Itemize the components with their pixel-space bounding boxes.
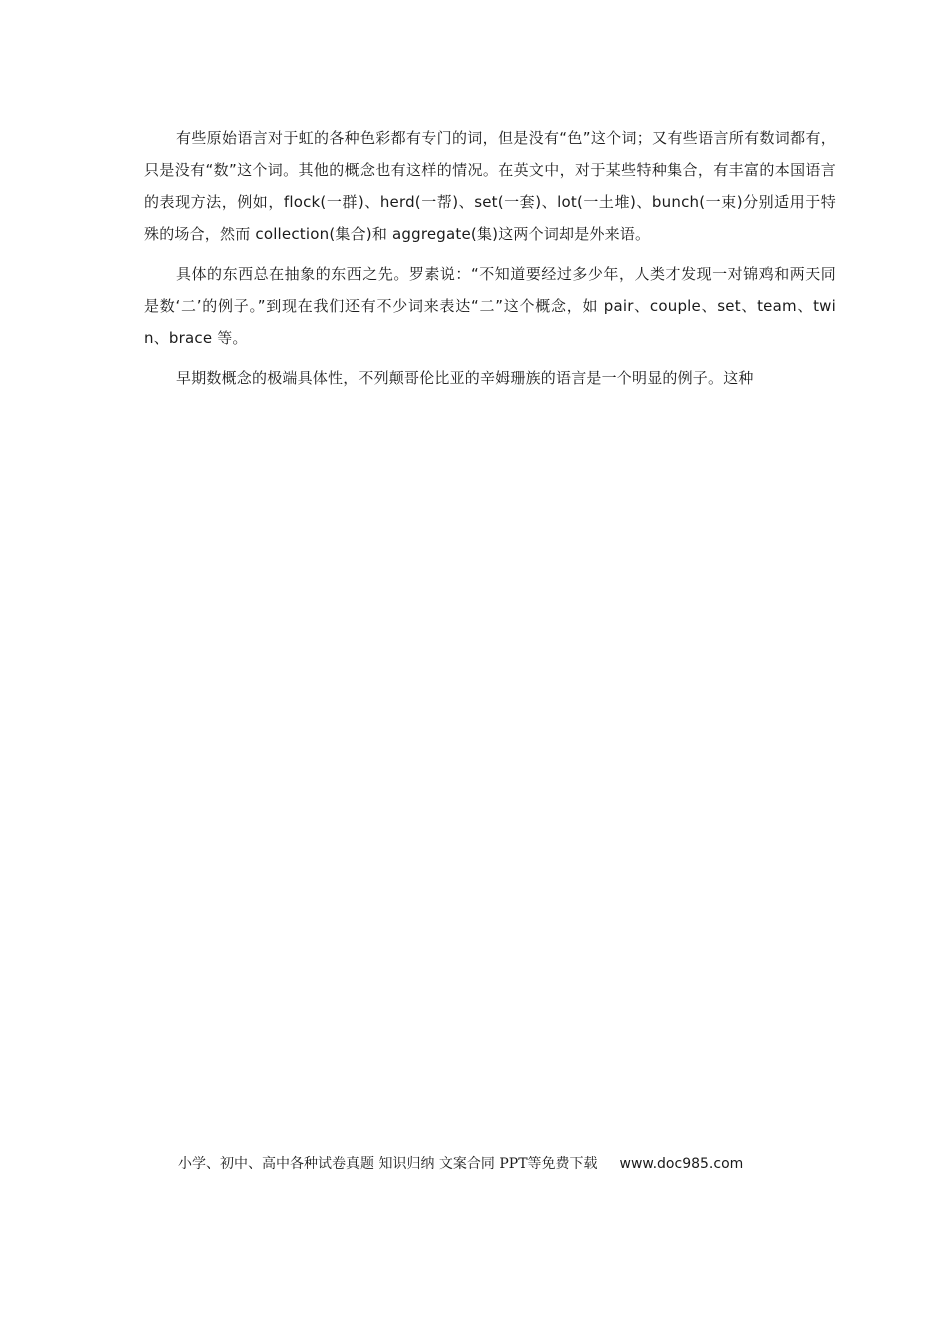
paragraph: 具体的东西总在抽象的东西之先。罗素说：“不知道要经过多少年，人类才发现一对锦鸡和两天同是数‘二’的例子。”到现在我们还有不少词来表达“二”这个概念，如 pair、couple、set、team、twin、brace 等。 (144, 265, 836, 347)
paragraph: 早期数概念的极端具体性，不列颠哥伦比亚的辛姆珊族的语言是一个明显的例子。这种 (176, 369, 754, 387)
footer-link[interactable]: www.doc985.com (619, 1156, 744, 1172)
page-footer (178, 1152, 818, 1176)
paragraph: 有些原始语言对于虹的各种色彩都有专门的词，但是没有“色”这个词；又有些语言所有数词都有，只是没有“数”这个词。其他的概念也有这样的情况。在英文中，对于某些特种集合，有丰富的本国语言的表现方法，例如，flock(一群)、herd(一帮)、set(一套)、lot(一土堆)、bunch(一束)分别适用于特殊的场合，然而 collection(集合)和 aggregate(集)这两个词却是外来语。 (144, 129, 836, 243)
footer-text: 小学、初中、高中各种试卷真题 知识归纳 文案合同 PPT等免费下载 (178, 1156, 598, 1172)
document-body (144, 122, 836, 394)
